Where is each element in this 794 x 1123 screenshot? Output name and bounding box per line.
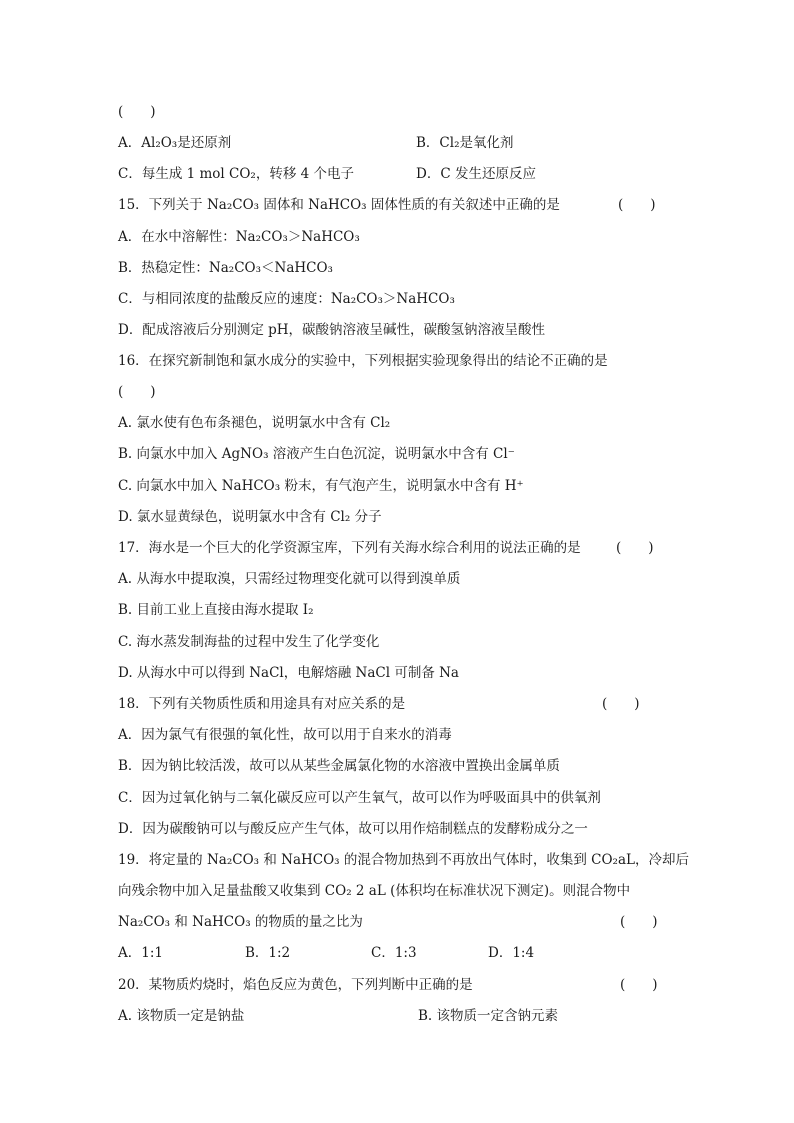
q19-stem-line1: 19．将定量的 Na₂CO₃ 和 NaHCO₃ 的混合物加热到不再放出气体时，收集到 CO₂aL，冷却后 <box>118 852 689 868</box>
q19-option-a: A．1:1 <box>118 945 163 961</box>
q20-stem: 20．某物质灼烧时，焰色反应为黄色，下列判断中正确的是 <box>118 977 473 993</box>
q14-option-c: C．每生成 1 mol CO₂，转移 4 个电子 <box>118 166 355 182</box>
q15-stem: 15．下列关于 Na₂CO₃ 固体和 NaHCO₃ 固体性质的有关叙述中正确的是 <box>118 197 560 213</box>
q15-option-a: A．在水中溶解性：Na₂CO₃＞NaHCO₃ <box>118 229 360 245</box>
q18-option-b: B．因为钠比较活泼，故可以从某些金属氯化物的水溶液中置换出金属单质 <box>118 758 560 774</box>
q19-stem-line3: Na₂CO₃ 和 NaHCO₃ 的物质的量之比为 <box>118 914 363 930</box>
q19-option-c: C．1:3 <box>371 945 417 961</box>
q18-option-d: D．因为碳酸钠可以与酸反应产生气体，故可以用作焙制糕点的发酵粉成分之一 <box>118 821 588 837</box>
q20-option-b: B. 该物质一定含钠元素 <box>418 1008 559 1024</box>
q19-option-d: D．1:4 <box>488 945 535 961</box>
q18-option-a: A．因为氯气有很强的氧化性，故可以用于自来水的消毒 <box>118 727 452 743</box>
q15-option-b: B．热稳定性：Na₂CO₃＜NaHCO₃ <box>118 260 333 276</box>
q17-stem: 17．海水是一个巨大的化学资源宝库，下列有关海水综合利用的说法正确的是 <box>118 540 581 556</box>
q20-option-a: A. 该物质一定是钠盐 <box>118 1008 245 1024</box>
q17-option-c: C. 海水蒸发制海盐的过程中发生了化学变化 <box>118 634 380 650</box>
q16-option-d: D. 氯水显黄绿色，说明氯水中含有 Cl₂ 分子 <box>118 509 382 525</box>
q16-option-c: C. 向氯水中加入 NaHCO₃ 粉末，有气泡产生，说明氯水中含有 H⁺ <box>118 478 524 494</box>
q18-answer-paren: ( ) <box>602 696 640 712</box>
q17-option-d: D. 从海水中可以得到 NaCl，电解熔融 NaCl 可制备 Na <box>118 665 459 681</box>
q14-answer-paren: ( ) <box>118 104 156 120</box>
q15-option-d: D．配成溶液后分别测定 pH，碳酸钠溶液呈碱性，碳酸氢钠溶液呈酸性 <box>118 322 546 338</box>
q17-answer-paren: ( ) <box>616 540 654 556</box>
q14-option-d: D．C 发生还原反应 <box>416 166 536 182</box>
q16-stem: 16．在探究新制饱和氯水成分的实验中，下列根据实验现象得出的结论不正确的是 <box>118 353 608 369</box>
q15-option-c: C．与相同浓度的盐酸反应的速度：Na₂CO₃＞NaHCO₃ <box>118 291 455 307</box>
q16-answer-paren: ( ) <box>118 384 156 400</box>
q18-stem: 18．下列有关物质性质和用途具有对应关系的是 <box>118 696 406 712</box>
q17-option-b: B. 目前工业上直接由海水提取 I₂ <box>118 602 314 618</box>
q15-answer-paren: ( ) <box>618 197 656 213</box>
q16-option-a: A. 氯水使有色布条褪色，说明氯水中含有 Cl₂ <box>118 415 391 431</box>
q17-option-a: A. 从海水中提取溴，只需经过物理变化就可以得到溴单质 <box>118 571 461 587</box>
q19-stem-line2: 向残余物中加入足量盐酸又收集到 CO₂ 2 aL (体积均在标准状况下测定)。则混合物中 <box>118 883 631 899</box>
q19-option-b: B．1:2 <box>245 945 291 961</box>
q20-answer-paren: ( ) <box>620 977 658 993</box>
q16-option-b: B. 向氯水中加入 AgNO₃ 溶液产生白色沉淀，说明氯水中含有 Cl⁻ <box>118 446 515 462</box>
q14-option-b: B．Cl₂是氧化剂 <box>416 135 514 151</box>
q14-option-a: A．Al₂O₃是还原剂 <box>118 135 232 151</box>
q18-option-c: C．因为过氧化钠与二氧化碳反应可以产生氧气，故可以作为呼吸面具中的供氧剂 <box>118 790 601 806</box>
q19-answer-paren: ( ) <box>620 914 658 930</box>
